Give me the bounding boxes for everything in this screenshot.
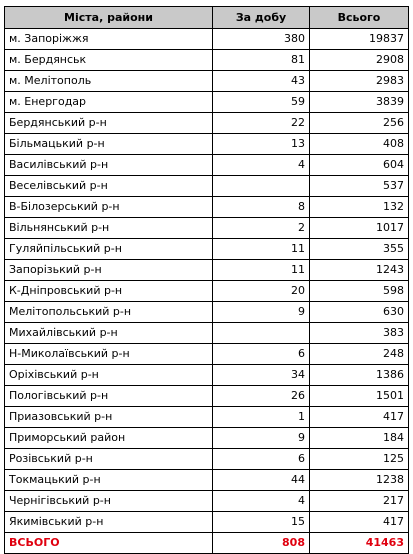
per-day-cell: 9 <box>213 428 310 449</box>
per-day-cell: 6 <box>213 344 310 365</box>
total-cell: 3839 <box>310 92 409 113</box>
total-cell: 256 <box>310 113 409 134</box>
table-row <box>5 239 409 260</box>
total-cell: 417 <box>310 407 409 428</box>
per-day-cell: 9 <box>213 302 310 323</box>
total-cell: 355 <box>310 239 409 260</box>
table-row <box>5 134 409 155</box>
district-name-cell: Василівський р-н <box>5 155 213 176</box>
total-cell: 537 <box>310 176 409 197</box>
table-row <box>5 302 409 323</box>
per-day-cell: 15 <box>213 512 310 533</box>
district-name-cell: Приазовський р-н <box>5 407 213 428</box>
table-row <box>5 71 409 92</box>
total-cell: 184 <box>310 428 409 449</box>
total-cell: 598 <box>310 281 409 302</box>
table-row <box>5 218 409 239</box>
total-cell: 2983 <box>310 71 409 92</box>
total-cell: 383 <box>310 323 409 344</box>
table-row <box>5 176 409 197</box>
table-row <box>5 197 409 218</box>
per-day-cell: 59 <box>213 92 310 113</box>
total-cell: 408 <box>310 134 409 155</box>
total-cell: 217 <box>310 491 409 512</box>
total-cell: 125 <box>310 449 409 470</box>
per-day-cell: 8 <box>213 197 310 218</box>
per-day-cell: 380 <box>213 29 310 50</box>
per-day-cell: 1 <box>213 407 310 428</box>
table-row <box>5 92 409 113</box>
district-name-cell: Пологівський р-н <box>5 386 213 407</box>
district-name-cell: Н-Миколаївський р-н <box>5 344 213 365</box>
per-day-cell: 44 <box>213 470 310 491</box>
header-per-day: За добу <box>213 7 310 29</box>
per-day-cell: 11 <box>213 239 310 260</box>
district-name-cell: м. Бердянськ <box>5 50 213 71</box>
total-cell: 417 <box>310 512 409 533</box>
per-day-cell: 13 <box>213 134 310 155</box>
district-name-cell: Гуляйпільський р-н <box>5 239 213 260</box>
table-row <box>5 470 409 491</box>
table-row <box>5 344 409 365</box>
table-row <box>5 113 409 134</box>
total-label: ВСЬОГО <box>5 533 213 554</box>
per-day-cell <box>213 323 310 344</box>
district-name-cell: К-Дніпровський р-н <box>5 281 213 302</box>
table-row <box>5 512 409 533</box>
district-name-cell: Вільнянський р-н <box>5 218 213 239</box>
table-row <box>5 155 409 176</box>
total-cell: 1501 <box>310 386 409 407</box>
district-name-cell: Михайлівський р-н <box>5 323 213 344</box>
table-row <box>5 407 409 428</box>
per-day-cell: 11 <box>213 260 310 281</box>
total-cell: 1238 <box>310 470 409 491</box>
header-row <box>5 7 409 29</box>
per-day-cell: 81 <box>213 50 310 71</box>
district-name-cell: Чернігівський р-н <box>5 491 213 512</box>
district-name-cell: Токмацький р-н <box>5 470 213 491</box>
header-cities-districts: Міста, райони <box>5 7 213 29</box>
district-name-cell: Приморський район <box>5 428 213 449</box>
table-row <box>5 260 409 281</box>
district-name-cell: Якимівський р-н <box>5 512 213 533</box>
per-day-cell: 4 <box>213 155 310 176</box>
table-row <box>5 365 409 386</box>
per-day-cell: 34 <box>213 365 310 386</box>
table-row <box>5 449 409 470</box>
district-name-cell: Більмацький р-н <box>5 134 213 155</box>
total-cell: 248 <box>310 344 409 365</box>
district-name-cell: Запорізький р-н <box>5 260 213 281</box>
district-name-cell: м. Мелітополь <box>5 71 213 92</box>
per-day-cell: 20 <box>213 281 310 302</box>
per-day-cell: 43 <box>213 71 310 92</box>
district-name-cell: В-Білозерський р-н <box>5 197 213 218</box>
table-row <box>5 323 409 344</box>
district-name-cell: Оріхівський р-н <box>5 365 213 386</box>
district-name-cell: м. Запоріжжя <box>5 29 213 50</box>
total-cell: 19837 <box>310 29 409 50</box>
total-cell: 604 <box>310 155 409 176</box>
per-day-cell: 4 <box>213 491 310 512</box>
total-row <box>5 533 409 554</box>
district-name-cell: Бердянський р-н <box>5 113 213 134</box>
table-row <box>5 29 409 50</box>
table-row <box>5 281 409 302</box>
table-row <box>5 386 409 407</box>
table-row <box>5 50 409 71</box>
per-day-cell: 22 <box>213 113 310 134</box>
district-name-cell: Веселівський р-н <box>5 176 213 197</box>
per-day-cell: 2 <box>213 218 310 239</box>
table-row <box>5 491 409 512</box>
covid-cases-table <box>4 6 409 554</box>
header-total: Всього <box>310 7 409 29</box>
total-cell: 1386 <box>310 365 409 386</box>
total-cell: 630 <box>310 302 409 323</box>
total-cell: 1017 <box>310 218 409 239</box>
total-all: 41463 <box>310 533 409 554</box>
total-cell: 132 <box>310 197 409 218</box>
per-day-cell: 26 <box>213 386 310 407</box>
district-name-cell: Розівський р-н <box>5 449 213 470</box>
per-day-cell <box>213 176 310 197</box>
district-name-cell: Мелітопольський р-н <box>5 302 213 323</box>
total-cell: 1243 <box>310 260 409 281</box>
total-cell: 2908 <box>310 50 409 71</box>
total-per-day: 808 <box>213 533 310 554</box>
table-row <box>5 428 409 449</box>
district-name-cell: м. Енергодар <box>5 92 213 113</box>
per-day-cell: 6 <box>213 449 310 470</box>
